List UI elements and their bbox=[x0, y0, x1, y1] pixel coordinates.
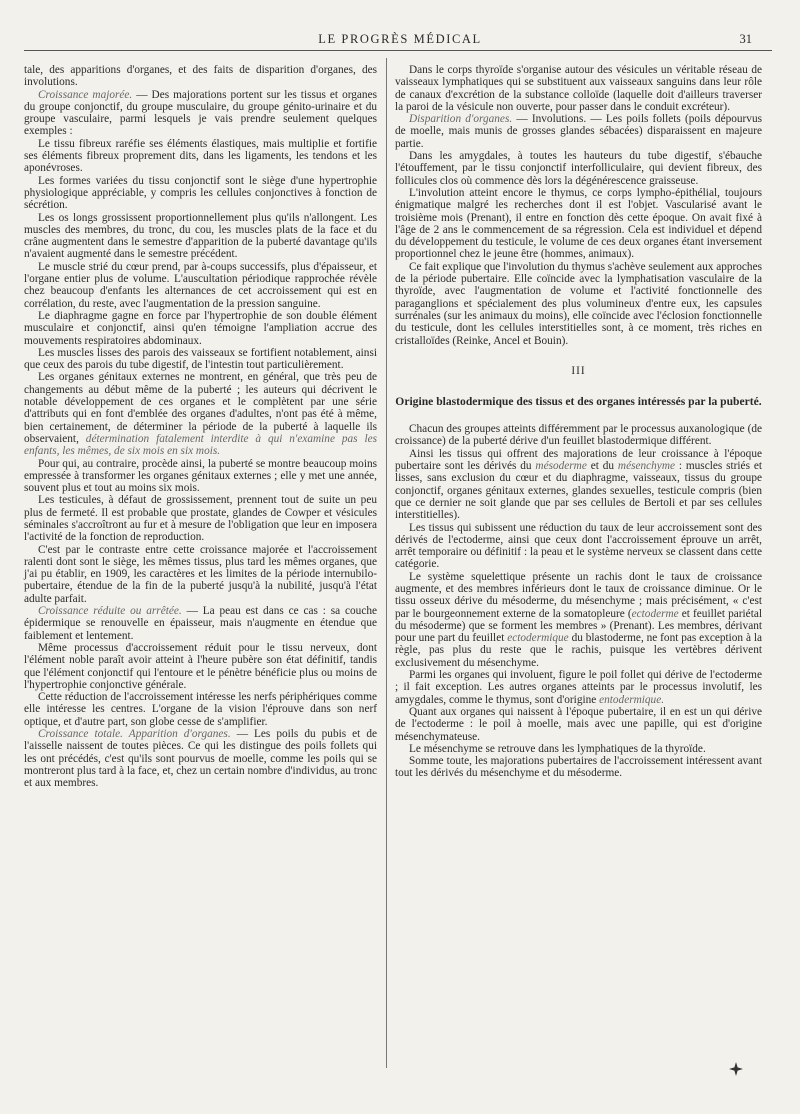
right-column bbox=[395, 64, 762, 780]
paragraph: C'est par le contraste entre cette croissance majorée et l'accroissement ralenti dont sont le siège, les mêmes tissus, plus tard les mêmes organes, que j'ai pu établir, en 1909, les caractères et les limites de la période internubilo-pubertaire, étendue de la fin de la puberté jusqu'à la nubilité, jusqu'à l'état adulte parfait. bbox=[24, 543, 377, 605]
paragraph: Les tissus qui subissent une réduction du taux de leur accroissement sont des dérivés de l'ectoderme, ainsi que ceux dont l'accroissement éprouve un arrêt, arrêt temporaire ou définitif : la peau et le système nerveux se classent dans cette catégorie. bbox=[395, 521, 762, 571]
paragraph-text: — Les poils du pubis et de l'aisselle naissent de toutes pièces. Ce qui les distingue des poils follets qui les ont précédés, c'est qu'ils sont pourvus de moelle, comme les poils qui se montreront plus tard à la face, et, chez un certain nombre d'individus, au tronc et aux membres. bbox=[24, 728, 378, 790]
paragraph: Les os longs grossissent proportionnellement plus qu'ils n'allongent. Les muscles des membres, du tronc, du cou, les muscles plats de la face et du crâne augmentent dans le semestre d'apparition de la puberté davantage qu'ils n'avaient augmenté dans le semestre précédent. bbox=[24, 211, 377, 261]
paragraph bbox=[24, 371, 377, 457]
paragraph-text: du blastoderme, ne font pas exception à la règle, pas plus du reste que le rachis, puisque les vertèbres dérivent exclusivement du mésenchyme. bbox=[395, 632, 762, 669]
paragraph-lead: Croissance réduite ou arrêtée. bbox=[38, 605, 182, 618]
paragraph: Ce fait explique que l'involution du thymus s'achève seulement aux approches de la période pubertaire. Elle coïncide avec la lymphatisation vasculaire de la thyroïde, avec l'augmentation de volume et l'activité fonctionnelle des paraganglions et spécialement des plus volumineux d'entre eux, les capsules surrénales (sur les animaux du moins), elle coïncide avec l'éclosion fonctionnelle du testicule, dont les cellules interstitielles sont, à ce moment, très riches en cristalloïdes (Reinke, Ancel et Bouin). bbox=[395, 260, 762, 347]
paragraph-italic: détermination fatalement interdite à qui n'examine pas les enfants, les mêmes, de six mois en six mois. bbox=[24, 432, 377, 458]
paragraph-text: — Des majorations portent sur les tissus et organes du groupe conjonctif, du groupe musculaire, du groupe génito-urinaire et du groupe vasculaire, parmi lesquels je vais prendre seulement quelques exemples : bbox=[24, 88, 377, 138]
paragraph-italic: mésenchyme bbox=[617, 460, 675, 473]
paragraph: Dans le corps thyroïde s'organise autour des vésicules un véritable réseau de vaisseaux lymphatiques qui se substituent aux vaisseaux sanguins dans leur rôle de canaux d'excrétion de la substance colloïde (laquelle doit d'ailleurs traverser la paroi de la vésicule non ouverte, pour passer dans le conduit excréteur). bbox=[395, 64, 762, 113]
paragraph: Cette réduction de l'accroissement intéresse les nerfs périphériques comme elle intéresse les centres. L'organe de la vision l'éprouve dans son nerf optique, et d'autre part, son globe cesse de s'amplifier. bbox=[24, 691, 377, 728]
paragraph: Quant aux organes qui naissent à l'époque pubertaire, il en est un qui dérive de l'ectoderme : le poil à moelle, mais avec une papille, qui est d'origine mésenchymateuse. bbox=[395, 705, 762, 743]
journal-title: LE PROGRÈS MÉDICAL bbox=[318, 32, 482, 46]
paragraph-italic: ectodermique bbox=[507, 632, 569, 645]
paragraph: Dans les amygdales, à toutes les hauteurs du tube digestif, s'ébauche l'étouffement, par le tissu conjonctif interfolliculaire, qui devient fibreux, des follicules clos où commence dès lors la dégénérescence graisseuse. bbox=[395, 150, 762, 187]
paragraph-italic: ectoderme bbox=[631, 607, 679, 620]
paragraph-lead: Disparition d'organes. bbox=[409, 113, 513, 126]
paragraph: Même processus d'accroissement réduit pour le tissu nerveux, dont l'élément noble paraît avoir atteint à l'heure pubère son état définitif, tandis que l'élément conjonctif qui l'entoure et le pénètre bénéficie plus ou moins de l'hypertrophie conjonctive générale. bbox=[24, 641, 377, 691]
paragraph bbox=[395, 669, 762, 706]
paragraph: tale, des apparitions d'organes, et des faits de disparition d'organes, des involutions. bbox=[24, 64, 377, 89]
paragraph-lead: Croissance totale. Apparition d'organes. bbox=[38, 728, 231, 741]
header-rule bbox=[24, 50, 772, 51]
section-title: Origine blastodermique des tissus et des organes intéressés par la puberté. bbox=[395, 395, 762, 409]
paragraph: Les testicules, à défaut de grossissement, prennent tout de suite un peu plus de fermeté. Il est probable que prostate, glandes de Cowper et vésicules séminales s'accroîtront au fur et à mesure de l'obligation que leur en imposera l'activité de la fonction de reproduction. bbox=[24, 494, 377, 544]
paragraph bbox=[24, 89, 377, 138]
paragraph: Le muscle strié du cœur prend, par à-coups successifs, plus d'épaisseur, et l'organe entier plus de volume. L'auscultation périodique rapprochée révèle chez beaucoup d'enfants les alternances de cet accroissement qui est en corrélation, du reste, avec l'augmentation de la pression sanguine. bbox=[24, 260, 377, 310]
paragraph: Le tissu fibreux raréfie ses éléments élastiques, mais multiplie et fortifie ses éléments fibreux proprement dits, dans les ligaments, les tendons et les aponévroses. bbox=[24, 137, 377, 175]
paragraph-text: : muscles striés et lisses, sans exclusion du cœur et du diaphragme, vaisseaux, tissus du groupe conjonctif, organes génitaux externes, glandes sexuelles, testicule compris (bien que ce dernier ne soit glande que par ses cellules de Bertoli et par ses cellules interstitielles). bbox=[395, 460, 762, 522]
paragraph-text: Ainsi les tissus qui offrent des majorations de leur croissance à l'époque pubertaire sont les dérivés du bbox=[395, 447, 762, 473]
paragraph-text: et feuillet pariétal du mésoderme) que se forment les membres » (Prenant). Les membres, dérivant pour une part du feuillet bbox=[395, 607, 762, 645]
fleuron-ornament-icon bbox=[729, 1062, 743, 1076]
paragraph bbox=[395, 448, 762, 522]
paragraph-lead: Croissance majorée. bbox=[38, 88, 133, 101]
paragraph-text: — Involutions. — Les poils follets (poils dépourvus de moelle, mais munis de grosses glandes sébacées) disparaissent en majeure partie. bbox=[395, 113, 762, 150]
paragraph-text: Les organes génitaux externes ne montrent, en général, que très peu de changements au début même de la puberté ; les auteurs qui décrivent le notable développement de ces organes et le complètent par une série d'attributs qui en font d'emblée des organes d'adultes, n'ont pas été à même, bien certainement, de déterminer la période de la puberté à laquelle ils observaient, bbox=[24, 371, 377, 445]
paragraph: Les formes variées du tissu conjonctif sont le siège d'une hypertrophie physiologique appréciable, y compris les cellules conjonctives à fonction de sécrétion. bbox=[24, 174, 377, 212]
paragraph-text: — La peau est dans ce cas : sa couche épidermique se renouvelle en épaisseur, mais n'augmente en étendue que faiblement et lentement. bbox=[24, 605, 378, 642]
column-divider bbox=[386, 58, 387, 1068]
paragraph-text: Le système squelettique présente un rachis dont le taux de croissance augmente, et des membres inférieurs dont le taux de croissance diminue. Or le tissu osseux dérive du mésoderme, du mésenchyme ; mais précisément, « c'est par le bourgeonnement externe de la somatopleure ( bbox=[395, 570, 762, 620]
paragraph: Les muscles lisses des parois des vaisseaux se fortifient notablement, ainsi que ceux des parois du tube digestif, de l'intestin tout particulièrement. bbox=[24, 346, 377, 372]
section-number: III bbox=[571, 364, 586, 377]
paragraph bbox=[24, 605, 377, 642]
paragraph: L'involution atteint encore le thymus, ce corps lympho-épithélial, toujours énigmatique malgré les recherches dont il est l'objet. Vascularisé avant le troisième mois (Prenant), il entre en fonction dès cette époque. On avait fixé à l'âge de 2 ans le commencement de sa régression. Cela est individuel et dépend du développement du testicule, le volume de ces deux organes étant inversement proportionnel chez le jeune être (hommes, animaux). bbox=[395, 186, 762, 261]
paragraph-text: et du bbox=[586, 460, 618, 473]
paragraph: Pour qui, au contraire, procède ainsi, la puberté se montre beaucoup moins empressée à transformer les organes génitaux externes ; elle y met une année, souvent plus et tout au moins six mois. bbox=[24, 457, 377, 495]
left-column bbox=[24, 64, 377, 790]
paragraph: Somme toute, les majorations pubertaires de l'accroissement intéressent avant tout les dérivés du mésenchyme et du mésoderme. bbox=[395, 755, 762, 780]
paragraph bbox=[395, 571, 762, 669]
paragraph bbox=[395, 113, 762, 150]
running-header bbox=[0, 30, 800, 50]
paragraph: Le mésenchyme se retrouve dans les lymphatiques de la thyroïde. bbox=[409, 742, 706, 755]
paragraph: Chacun des groupes atteints différemment par le processus auxanologique (de croissance) de la puberté dérive d'un feuillet blastodermique différent. bbox=[395, 423, 762, 448]
paragraph-italic: mésoderme bbox=[535, 460, 587, 473]
paragraph-italic: entodermique. bbox=[599, 693, 665, 706]
paragraph bbox=[24, 728, 377, 789]
paragraph-text: Parmi les organes qui involuent, figure le poil follet qui dérive de l'ectoderme ; il fait exception. Les autres organes atteints par le processus involutif, les amygdales, comme le thymus, sont d'origine bbox=[395, 669, 762, 706]
paragraph: Le diaphragme gagne en force par l'hypertrophie de son double élément musculaire et conjonctif, ainsi qu'en témoigne l'ampliation accrue des mouvements respiratoires abdominaux. bbox=[24, 309, 377, 347]
page-number: 31 bbox=[739, 32, 752, 46]
